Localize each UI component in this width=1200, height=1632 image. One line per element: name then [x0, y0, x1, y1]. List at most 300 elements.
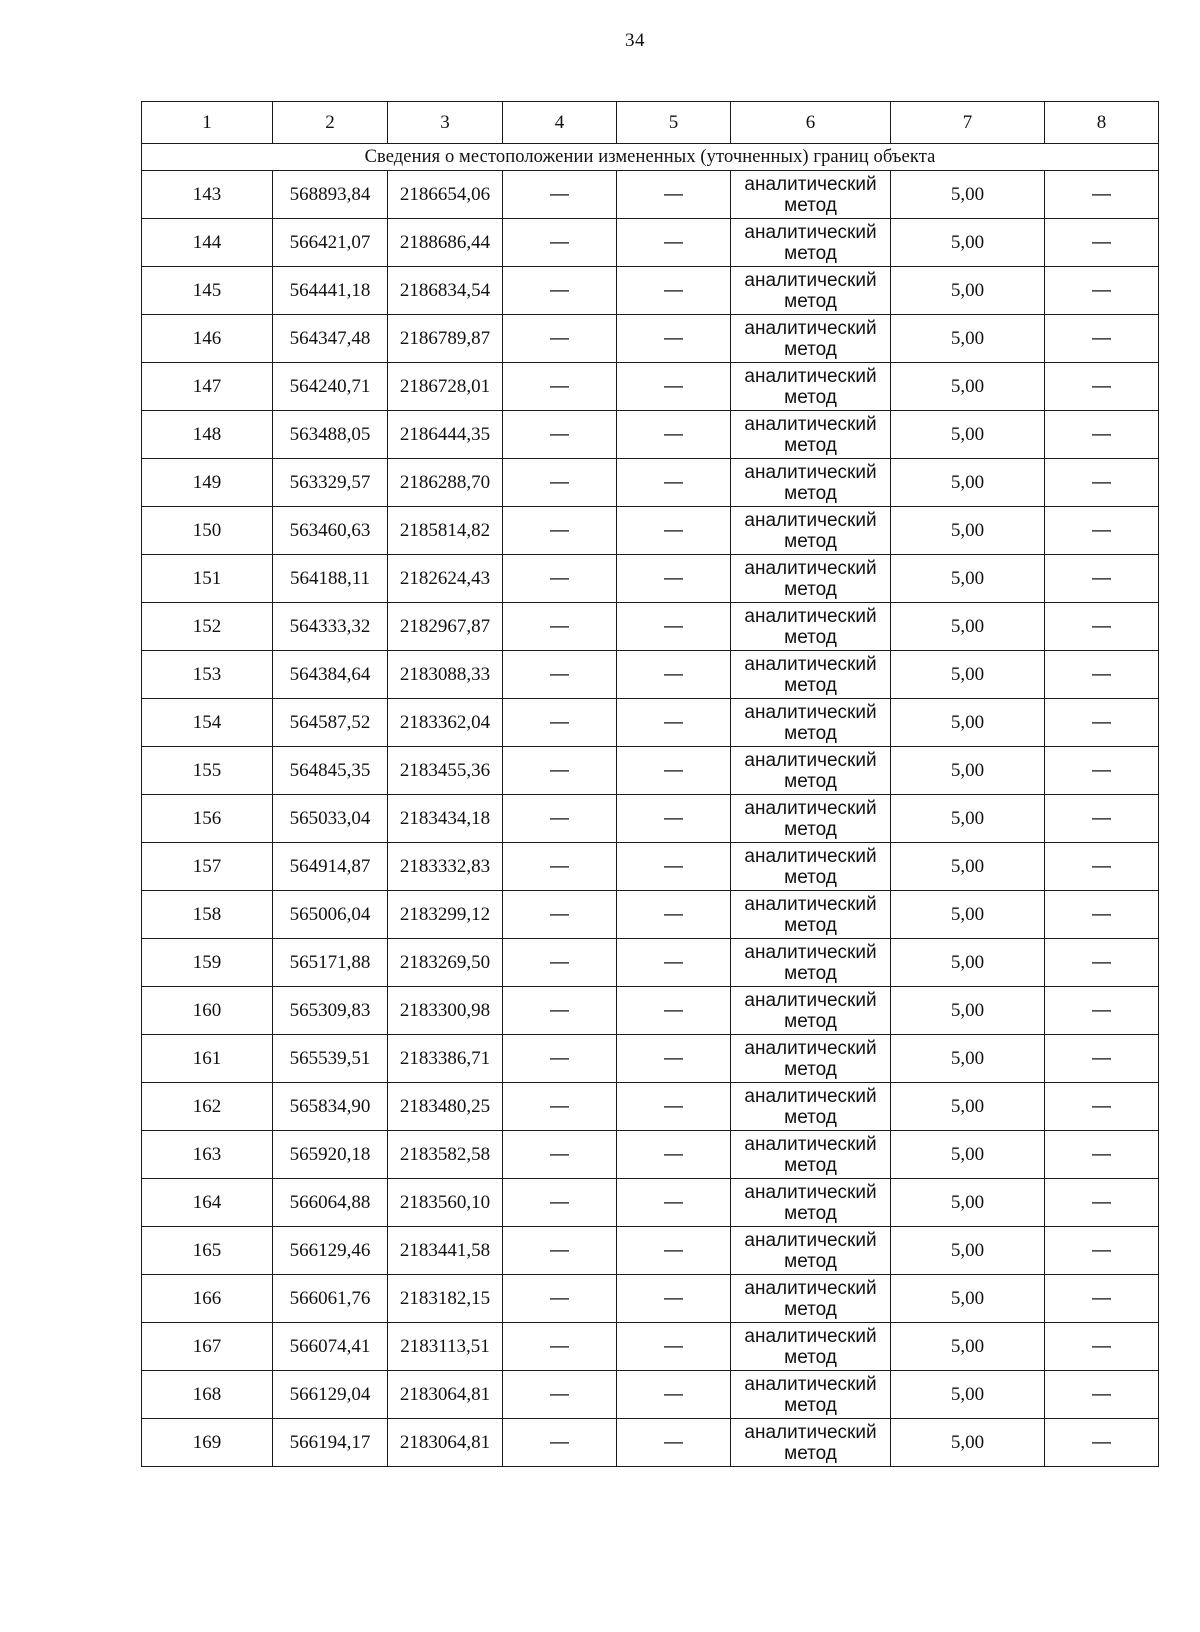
method-line-2: метод	[784, 386, 837, 408]
coordinate-y: 2183300,98	[388, 987, 503, 1035]
table-row	[142, 939, 1159, 987]
point-number: 149	[142, 459, 273, 507]
column-5-value: —	[617, 555, 731, 603]
accuracy-value: 5,00	[891, 939, 1045, 987]
column-5-value: —	[617, 795, 731, 843]
coordinate-y: 2186834,54	[388, 267, 503, 315]
coordinate-x: 564347,48	[273, 315, 388, 363]
page-number: 34	[625, 30, 645, 51]
table-row	[142, 411, 1159, 459]
coordinate-y: 2183088,33	[388, 651, 503, 699]
point-number: 145	[142, 267, 273, 315]
method-line-2: метод	[784, 1442, 837, 1464]
coordinate-x: 566194,17	[273, 1419, 388, 1467]
coordinate-x: 564240,71	[273, 363, 388, 411]
accuracy-value: 5,00	[891, 315, 1045, 363]
method-line-1: аналитический	[744, 653, 877, 675]
point-number: 143	[142, 171, 273, 219]
column-8-value: —	[1045, 459, 1159, 507]
coordinate-y: 2186444,35	[388, 411, 503, 459]
method-line-1: аналитический	[744, 1037, 877, 1059]
coordinate-y: 2183434,18	[388, 795, 503, 843]
method-line-1: аналитический	[744, 845, 877, 867]
point-number: 146	[142, 315, 273, 363]
column-4-value: —	[503, 315, 617, 363]
column-5-value: —	[617, 1035, 731, 1083]
column-4-value: —	[503, 843, 617, 891]
accuracy-value: 5,00	[891, 1131, 1045, 1179]
method-line-1: аналитический	[744, 1421, 877, 1443]
column-4-value: —	[503, 795, 617, 843]
method-line-2: метод	[784, 194, 837, 216]
method-line-1: аналитический	[744, 941, 877, 963]
determination-method	[731, 1323, 891, 1371]
method-line-1: аналитический	[744, 173, 877, 195]
coordinate-x: 564587,52	[273, 699, 388, 747]
method-line-2: метод	[784, 1058, 837, 1080]
coordinate-y: 2186288,70	[388, 459, 503, 507]
method-line-1: аналитический	[744, 365, 877, 387]
table-row	[142, 507, 1159, 555]
table-row	[142, 267, 1159, 315]
point-number: 166	[142, 1275, 273, 1323]
determination-method	[731, 171, 891, 219]
coordinate-y: 2183386,71	[388, 1035, 503, 1083]
coordinate-y: 2183182,15	[388, 1275, 503, 1323]
table-row	[142, 651, 1159, 699]
column-8-value: —	[1045, 219, 1159, 267]
coordinate-y: 2185814,82	[388, 507, 503, 555]
coordinate-y: 2183269,50	[388, 939, 503, 987]
column-4-value: —	[503, 507, 617, 555]
table-row	[142, 795, 1159, 843]
section-title: Сведения о местоположении измененных (уточненных) границ объекта	[142, 144, 1159, 171]
column-4-value: —	[503, 363, 617, 411]
coordinate-y: 2188686,44	[388, 219, 503, 267]
method-line-2: метод	[784, 626, 837, 648]
determination-method	[731, 459, 891, 507]
method-line-1: аналитический	[744, 893, 877, 915]
table-row	[142, 1419, 1159, 1467]
column-5-value: —	[617, 1371, 731, 1419]
table-row	[142, 219, 1159, 267]
column-4-value: —	[503, 699, 617, 747]
determination-method	[731, 315, 891, 363]
coordinate-y: 2183455,36	[388, 747, 503, 795]
point-number: 157	[142, 843, 273, 891]
point-number: 150	[142, 507, 273, 555]
method-line-2: метод	[784, 434, 837, 456]
coordinate-y: 2186728,01	[388, 363, 503, 411]
determination-method	[731, 987, 891, 1035]
determination-method	[731, 219, 891, 267]
method-line-1: аналитический	[744, 605, 877, 627]
column-5-value: —	[617, 987, 731, 1035]
column-4-value: —	[503, 171, 617, 219]
accuracy-value: 5,00	[891, 1323, 1045, 1371]
determination-method	[731, 1227, 891, 1275]
accuracy-value: 5,00	[891, 651, 1045, 699]
column-5-value: —	[617, 363, 731, 411]
method-line-2: метод	[784, 914, 837, 936]
column-5-value: —	[617, 1323, 731, 1371]
method-line-2: метод	[784, 1010, 837, 1032]
coordinate-x: 565006,04	[273, 891, 388, 939]
point-number: 165	[142, 1227, 273, 1275]
coordinate-x: 566421,07	[273, 219, 388, 267]
column-4-value: —	[503, 603, 617, 651]
method-line-1: аналитический	[744, 557, 877, 579]
coordinate-x: 564384,64	[273, 651, 388, 699]
method-line-1: аналитический	[744, 221, 877, 243]
method-line-1: аналитический	[744, 1085, 877, 1107]
table-row	[142, 1227, 1159, 1275]
method-line-1: аналитический	[744, 1325, 877, 1347]
coordinate-x: 566074,41	[273, 1323, 388, 1371]
accuracy-value: 5,00	[891, 699, 1045, 747]
method-line-2: метод	[784, 1202, 837, 1224]
accuracy-value: 5,00	[891, 1419, 1045, 1467]
coordinates-table	[141, 101, 1159, 1467]
method-line-1: аналитический	[744, 317, 877, 339]
accuracy-value: 5,00	[891, 507, 1045, 555]
point-number: 152	[142, 603, 273, 651]
coordinate-y: 2183362,04	[388, 699, 503, 747]
column-4-value: —	[503, 987, 617, 1035]
coordinate-y: 2182624,43	[388, 555, 503, 603]
column-8-value: —	[1045, 1323, 1159, 1371]
column-header: 8	[1045, 102, 1159, 144]
coordinate-y: 2183064,81	[388, 1371, 503, 1419]
column-header: 7	[891, 102, 1045, 144]
column-5-value: —	[617, 891, 731, 939]
accuracy-value: 5,00	[891, 795, 1045, 843]
method-line-2: метод	[784, 674, 837, 696]
method-line-2: метод	[784, 962, 837, 984]
column-8-value: —	[1045, 1371, 1159, 1419]
determination-method	[731, 1275, 891, 1323]
column-8-value: —	[1045, 1035, 1159, 1083]
determination-method	[731, 363, 891, 411]
method-line-1: аналитический	[744, 1133, 877, 1155]
determination-method	[731, 651, 891, 699]
method-line-2: метод	[784, 770, 837, 792]
table-row	[142, 843, 1159, 891]
point-number: 161	[142, 1035, 273, 1083]
determination-method	[731, 267, 891, 315]
method-line-2: метод	[784, 242, 837, 264]
column-header: 5	[617, 102, 731, 144]
method-line-1: аналитический	[744, 461, 877, 483]
method-line-2: метод	[784, 818, 837, 840]
method-line-2: метод	[784, 1250, 837, 1272]
column-4-value: —	[503, 267, 617, 315]
method-line-2: метод	[784, 578, 837, 600]
point-number: 168	[142, 1371, 273, 1419]
column-4-value: —	[503, 459, 617, 507]
column-5-value: —	[617, 171, 731, 219]
determination-method	[731, 507, 891, 555]
column-5-value: —	[617, 459, 731, 507]
determination-method	[731, 795, 891, 843]
column-4-value: —	[503, 219, 617, 267]
accuracy-value: 5,00	[891, 843, 1045, 891]
column-8-value: —	[1045, 795, 1159, 843]
point-number: 164	[142, 1179, 273, 1227]
column-header: 1	[142, 102, 273, 144]
column-4-value: —	[503, 1035, 617, 1083]
table-row	[142, 891, 1159, 939]
column-8-value: —	[1045, 315, 1159, 363]
coordinate-x: 564845,35	[273, 747, 388, 795]
column-5-value: —	[617, 699, 731, 747]
method-line-1: аналитический	[744, 989, 877, 1011]
accuracy-value: 5,00	[891, 459, 1045, 507]
coordinate-y: 2183332,83	[388, 843, 503, 891]
table-row	[142, 1131, 1159, 1179]
method-line-2: метод	[784, 1154, 837, 1176]
determination-method	[731, 891, 891, 939]
coordinate-x: 568893,84	[273, 171, 388, 219]
method-line-2: метод	[784, 290, 837, 312]
point-number: 162	[142, 1083, 273, 1131]
coordinate-y: 2183480,25	[388, 1083, 503, 1131]
coordinate-y: 2183441,58	[388, 1227, 503, 1275]
column-8-value: —	[1045, 507, 1159, 555]
table-row	[142, 171, 1159, 219]
coordinate-x: 565539,51	[273, 1035, 388, 1083]
method-line-2: метод	[784, 1106, 837, 1128]
column-8-value: —	[1045, 1083, 1159, 1131]
table-row	[142, 747, 1159, 795]
column-8-value: —	[1045, 363, 1159, 411]
determination-method	[731, 699, 891, 747]
accuracy-value: 5,00	[891, 603, 1045, 651]
coordinate-x: 565309,83	[273, 987, 388, 1035]
accuracy-value: 5,00	[891, 1227, 1045, 1275]
method-line-2: метод	[784, 866, 837, 888]
column-5-value: —	[617, 843, 731, 891]
column-header: 2	[273, 102, 388, 144]
column-8-value: —	[1045, 939, 1159, 987]
column-4-value: —	[503, 555, 617, 603]
column-4-value: —	[503, 747, 617, 795]
determination-method	[731, 555, 891, 603]
accuracy-value: 5,00	[891, 363, 1045, 411]
coordinate-x: 563488,05	[273, 411, 388, 459]
method-line-1: аналитический	[744, 269, 877, 291]
accuracy-value: 5,00	[891, 267, 1045, 315]
accuracy-value: 5,00	[891, 171, 1045, 219]
coordinate-y: 2186654,06	[388, 171, 503, 219]
column-5-value: —	[617, 1179, 731, 1227]
coordinate-x: 565834,90	[273, 1083, 388, 1131]
point-number: 160	[142, 987, 273, 1035]
determination-method	[731, 1131, 891, 1179]
column-4-value: —	[503, 1083, 617, 1131]
coordinate-y: 2186789,87	[388, 315, 503, 363]
method-line-1: аналитический	[744, 797, 877, 819]
coordinate-x: 565171,88	[273, 939, 388, 987]
coordinate-x: 566061,76	[273, 1275, 388, 1323]
column-header: 4	[503, 102, 617, 144]
column-5-value: —	[617, 411, 731, 459]
column-8-value: —	[1045, 555, 1159, 603]
column-4-value: —	[503, 1179, 617, 1227]
column-8-value: —	[1045, 651, 1159, 699]
column-4-value: —	[503, 1419, 617, 1467]
column-4-value: —	[503, 939, 617, 987]
table-row	[142, 1179, 1159, 1227]
column-8-value: —	[1045, 891, 1159, 939]
coordinate-x: 563329,57	[273, 459, 388, 507]
table-row	[142, 987, 1159, 1035]
method-line-2: метод	[784, 338, 837, 360]
column-8-value: —	[1045, 1227, 1159, 1275]
point-number: 169	[142, 1419, 273, 1467]
table-row	[142, 699, 1159, 747]
column-5-value: —	[617, 939, 731, 987]
column-5-value: —	[617, 1083, 731, 1131]
accuracy-value: 5,00	[891, 747, 1045, 795]
accuracy-value: 5,00	[891, 219, 1045, 267]
coordinate-x: 564333,32	[273, 603, 388, 651]
method-line-2: метод	[784, 530, 837, 552]
coordinate-y: 2183560,10	[388, 1179, 503, 1227]
coordinate-x: 564914,87	[273, 843, 388, 891]
column-8-value: —	[1045, 603, 1159, 651]
column-5-value: —	[617, 267, 731, 315]
column-5-value: —	[617, 747, 731, 795]
coordinate-x: 565033,04	[273, 795, 388, 843]
method-line-1: аналитический	[744, 1181, 877, 1203]
column-8-value: —	[1045, 411, 1159, 459]
column-8-value: —	[1045, 699, 1159, 747]
point-number: 167	[142, 1323, 273, 1371]
column-4-value: —	[503, 1371, 617, 1419]
accuracy-value: 5,00	[891, 1371, 1045, 1419]
column-8-value: —	[1045, 267, 1159, 315]
method-line-2: метод	[784, 722, 837, 744]
determination-method	[731, 1035, 891, 1083]
column-8-value: —	[1045, 987, 1159, 1035]
point-number: 153	[142, 651, 273, 699]
column-8-value: —	[1045, 843, 1159, 891]
determination-method	[731, 939, 891, 987]
coordinate-x: 564188,11	[273, 555, 388, 603]
method-line-1: аналитический	[744, 509, 877, 531]
table-row	[142, 1035, 1159, 1083]
column-8-value: —	[1045, 747, 1159, 795]
determination-method	[731, 1419, 891, 1467]
table-row	[142, 1323, 1159, 1371]
column-4-value: —	[503, 411, 617, 459]
point-number: 144	[142, 219, 273, 267]
point-number: 156	[142, 795, 273, 843]
column-4-value: —	[503, 651, 617, 699]
method-line-2: метод	[784, 1298, 837, 1320]
column-8-value: —	[1045, 1131, 1159, 1179]
method-line-1: аналитический	[744, 1373, 877, 1395]
method-line-1: аналитический	[744, 1277, 877, 1299]
column-number-header-row	[142, 102, 1159, 144]
point-number: 148	[142, 411, 273, 459]
point-number: 147	[142, 363, 273, 411]
accuracy-value: 5,00	[891, 411, 1045, 459]
point-number: 154	[142, 699, 273, 747]
point-number: 158	[142, 891, 273, 939]
accuracy-value: 5,00	[891, 1035, 1045, 1083]
determination-method	[731, 843, 891, 891]
column-8-value: —	[1045, 171, 1159, 219]
method-line-1: аналитический	[744, 749, 877, 771]
section-title-row	[142, 144, 1159, 171]
column-5-value: —	[617, 1275, 731, 1323]
column-5-value: —	[617, 603, 731, 651]
column-8-value: —	[1045, 1275, 1159, 1323]
point-number: 159	[142, 939, 273, 987]
determination-method	[731, 1371, 891, 1419]
coordinate-x: 564441,18	[273, 267, 388, 315]
coordinate-x: 566129,46	[273, 1227, 388, 1275]
column-4-value: —	[503, 1275, 617, 1323]
determination-method	[731, 1083, 891, 1131]
coordinate-y: 2183582,58	[388, 1131, 503, 1179]
coordinate-x: 565920,18	[273, 1131, 388, 1179]
accuracy-value: 5,00	[891, 555, 1045, 603]
method-line-1: аналитический	[744, 413, 877, 435]
column-4-value: —	[503, 1323, 617, 1371]
column-8-value: —	[1045, 1419, 1159, 1467]
coordinate-x: 563460,63	[273, 507, 388, 555]
point-number: 151	[142, 555, 273, 603]
column-header: 3	[388, 102, 503, 144]
table-row	[142, 1371, 1159, 1419]
column-5-value: —	[617, 651, 731, 699]
column-5-value: —	[617, 507, 731, 555]
accuracy-value: 5,00	[891, 1083, 1045, 1131]
table-row	[142, 459, 1159, 507]
method-line-2: метод	[784, 1394, 837, 1416]
accuracy-value: 5,00	[891, 1179, 1045, 1227]
determination-method	[731, 411, 891, 459]
coordinate-y: 2182967,87	[388, 603, 503, 651]
column-8-value: —	[1045, 1179, 1159, 1227]
determination-method	[731, 1179, 891, 1227]
column-5-value: —	[617, 315, 731, 363]
accuracy-value: 5,00	[891, 987, 1045, 1035]
method-line-2: метод	[784, 482, 837, 504]
determination-method	[731, 747, 891, 795]
table-body	[142, 102, 1159, 1467]
column-4-value: —	[503, 1131, 617, 1179]
table-row	[142, 1083, 1159, 1131]
table-row	[142, 315, 1159, 363]
coordinate-x: 566129,04	[273, 1371, 388, 1419]
coordinate-y: 2183064,81	[388, 1419, 503, 1467]
column-5-value: —	[617, 1227, 731, 1275]
table-row	[142, 603, 1159, 651]
coordinate-x: 566064,88	[273, 1179, 388, 1227]
table-row	[142, 1275, 1159, 1323]
column-5-value: —	[617, 1419, 731, 1467]
determination-method	[731, 603, 891, 651]
accuracy-value: 5,00	[891, 1275, 1045, 1323]
point-number: 163	[142, 1131, 273, 1179]
column-5-value: —	[617, 219, 731, 267]
table-row	[142, 363, 1159, 411]
accuracy-value: 5,00	[891, 891, 1045, 939]
